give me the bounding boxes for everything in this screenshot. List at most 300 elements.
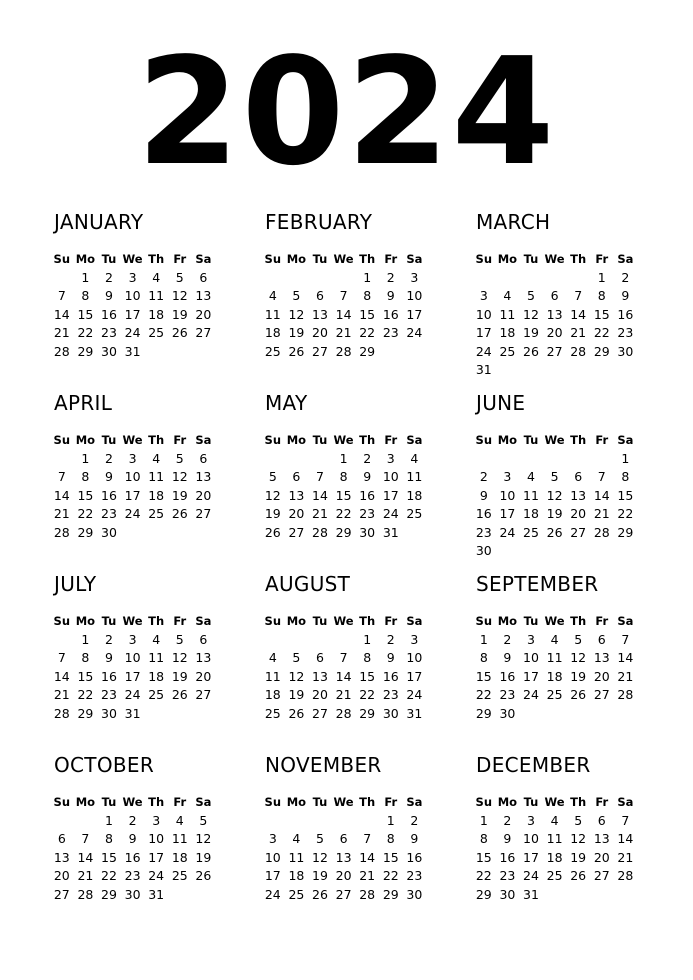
day-number: 21: [53, 325, 70, 340]
empty-cell: [261, 812, 285, 831]
day-number: 10: [124, 288, 141, 303]
empty-cell: [472, 269, 496, 288]
weekday-label: Fr: [173, 795, 187, 809]
day-number: 26: [288, 343, 305, 359]
day-number: 17: [382, 487, 399, 503]
day-number: 28: [570, 343, 587, 359]
month-name: SEPTEMBER: [476, 572, 599, 596]
empty-cell: [308, 269, 332, 288]
empty-cell: [496, 269, 520, 288]
day-number: 3: [128, 269, 137, 285]
day-number: 28: [335, 343, 352, 359]
day-number: 27: [312, 705, 328, 721]
day-number: 8: [105, 831, 113, 846]
day-number: 20: [570, 506, 587, 521]
day-number: 17: [148, 849, 165, 865]
empty-cell: [472, 450, 496, 469]
month-june: [472, 391, 650, 572]
day-number: 21: [617, 849, 634, 865]
weekday-label: Su: [53, 433, 71, 447]
weekday-label: Tu: [523, 252, 539, 266]
weekday-label: Th: [148, 433, 165, 447]
day-number: 18: [171, 849, 188, 865]
day-number: 29: [359, 343, 376, 359]
weekday-label: Tu: [523, 795, 539, 809]
month-november: [261, 753, 472, 934]
day-number: 14: [53, 668, 70, 684]
day-number: 27: [570, 524, 587, 540]
day-number: 26: [523, 343, 539, 359]
empty-cell: [543, 450, 567, 469]
day-number: 3: [527, 812, 535, 828]
empty-cell: [261, 269, 285, 288]
weekday-label: Th: [359, 614, 376, 628]
day-number: 4: [152, 450, 161, 466]
day-number: 23: [406, 868, 423, 883]
weekday-label: Su: [264, 795, 282, 809]
day-number: 3: [410, 269, 419, 285]
day-number: 7: [339, 650, 348, 665]
day-number: 27: [195, 506, 212, 521]
day-number: 4: [268, 288, 277, 303]
day-number: 8: [81, 288, 90, 303]
day-number: 4: [152, 631, 161, 647]
day-number: 18: [546, 849, 563, 865]
day-number: 27: [593, 868, 610, 883]
day-number: 10: [406, 650, 423, 665]
empty-cell: [308, 450, 332, 469]
empty-cell: [519, 269, 543, 288]
day-number: 23: [499, 868, 516, 883]
empty-cell: [74, 812, 98, 831]
weekday-label: Su: [53, 614, 71, 628]
day-number: 27: [335, 886, 352, 902]
day-number: 12: [312, 849, 328, 865]
day-number: 1: [479, 631, 488, 647]
day-number: 12: [570, 650, 587, 665]
day-number: 21: [570, 325, 587, 340]
day-number: 16: [382, 668, 399, 684]
day-number: 13: [546, 306, 563, 322]
day-number: 28: [53, 343, 70, 359]
day-number: 17: [264, 868, 281, 883]
weekday-label: Fr: [384, 433, 398, 447]
day-number: 20: [195, 306, 212, 322]
day-number: 25: [546, 687, 563, 702]
day-number: 6: [316, 288, 324, 303]
day-number: 15: [617, 487, 634, 503]
weekday-label: We: [333, 614, 354, 628]
day-number: 3: [128, 631, 137, 647]
day-number: 23: [101, 506, 117, 521]
day-number: 27: [593, 687, 610, 702]
day-number: 28: [77, 886, 94, 902]
weekday-label: We: [122, 433, 143, 447]
day-number: 14: [53, 306, 70, 322]
day-number: 20: [546, 325, 563, 340]
day-number: 14: [335, 668, 352, 684]
month-name: MAY: [265, 391, 308, 415]
month-october: [50, 753, 261, 934]
day-number: 24: [406, 687, 423, 702]
day-number: 3: [386, 450, 395, 466]
weekday-label: Mo: [75, 252, 96, 266]
day-number: 1: [597, 269, 606, 285]
day-number: 29: [77, 524, 94, 540]
day-number: 3: [503, 469, 512, 484]
day-number: 26: [171, 325, 188, 340]
day-number: 16: [499, 668, 516, 684]
day-number: 15: [77, 668, 94, 684]
day-number: 9: [105, 469, 113, 484]
day-number: 10: [523, 650, 539, 665]
month-name: DECEMBER: [476, 753, 591, 777]
empty-cell: [590, 450, 614, 469]
day-number: 25: [523, 524, 539, 540]
day-grid: [261, 612, 472, 723]
weekday-label: Fr: [595, 252, 609, 266]
day-number: 5: [550, 469, 559, 484]
weekday-label: Sa: [195, 795, 212, 809]
day-number: 26: [288, 705, 305, 721]
day-number: 14: [53, 487, 70, 503]
weekday-label: Th: [570, 433, 587, 447]
day-number: 19: [288, 325, 305, 340]
day-number: 29: [593, 343, 610, 359]
day-number: 10: [499, 487, 516, 503]
day-number: 13: [53, 849, 70, 865]
day-number: 14: [617, 831, 634, 846]
day-number: 18: [264, 687, 281, 702]
day-number: 3: [152, 812, 161, 828]
weekday-label: Tu: [312, 614, 328, 628]
day-number: 4: [550, 812, 559, 828]
month-name: JULY: [54, 572, 97, 596]
empty-cell: [332, 269, 356, 288]
day-number: 13: [288, 487, 305, 503]
day-number: 30: [499, 886, 516, 902]
month-april: [50, 391, 261, 572]
empty-cell: [50, 812, 74, 831]
day-number: 4: [410, 450, 419, 466]
weekday-label: Th: [148, 252, 165, 266]
day-number: 22: [77, 506, 94, 521]
day-number: 19: [570, 849, 587, 865]
day-number: 8: [479, 831, 488, 846]
day-number: 6: [597, 812, 606, 828]
day-number: 27: [312, 343, 328, 359]
day-number: 29: [77, 705, 94, 721]
day-number: 29: [335, 524, 352, 540]
weekday-label: Su: [264, 614, 282, 628]
day-number: 17: [499, 506, 516, 521]
day-number: 11: [171, 831, 188, 846]
weekday-label: Su: [264, 252, 282, 266]
day-number: 8: [597, 288, 606, 303]
day-number: 18: [288, 868, 305, 883]
month-march: [472, 210, 650, 391]
month-name: APRIL: [54, 391, 113, 415]
day-number: 26: [312, 886, 328, 902]
day-number: 1: [105, 812, 113, 828]
month-name: JANUARY: [54, 210, 144, 234]
day-number: 31: [124, 705, 141, 721]
day-number: 9: [503, 831, 512, 846]
day-number: 12: [288, 668, 305, 684]
empty-cell: [285, 269, 309, 288]
day-number: 12: [171, 288, 188, 303]
day-number: 9: [363, 469, 372, 484]
day-number: 16: [499, 849, 516, 865]
weekday-label: Tu: [101, 614, 117, 628]
month-july: [50, 572, 261, 753]
weekday-label: Mo: [497, 433, 518, 447]
day-number: 24: [124, 687, 141, 702]
day-number: 15: [77, 487, 94, 503]
day-number: 20: [593, 849, 610, 865]
day-number: 8: [386, 831, 395, 846]
weekday-label: Sa: [617, 252, 634, 266]
day-number: 15: [593, 306, 610, 322]
day-number: 18: [546, 668, 563, 684]
day-number: 11: [148, 288, 165, 303]
day-number: 20: [593, 668, 610, 684]
day-number: 25: [546, 868, 563, 883]
weekday-label: We: [333, 795, 354, 809]
day-number: 7: [57, 650, 66, 665]
day-number: 7: [57, 288, 66, 303]
year-title: 2024: [136, 26, 557, 198]
day-number: 9: [479, 487, 488, 503]
day-number: 11: [546, 831, 563, 846]
day-number: 13: [593, 831, 610, 846]
day-number: 12: [570, 831, 587, 846]
empty-cell: [261, 450, 285, 469]
weekday-label: Th: [570, 252, 587, 266]
empty-cell: [519, 450, 543, 469]
day-number: 29: [77, 343, 94, 359]
day-number: 7: [363, 831, 372, 846]
day-number: 29: [617, 524, 634, 540]
day-number: 19: [523, 325, 539, 340]
month-february: [261, 210, 472, 391]
day-number: 11: [148, 469, 165, 484]
day-number: 12: [195, 831, 212, 846]
weekday-label: Tu: [523, 433, 539, 447]
day-number: 21: [53, 687, 70, 702]
day-number: 11: [148, 650, 165, 665]
day-number: 8: [479, 650, 488, 665]
day-number: 21: [359, 868, 376, 883]
day-number: 11: [499, 306, 516, 322]
day-number: 31: [523, 886, 539, 902]
day-number: 2: [386, 631, 395, 647]
weekday-label: Su: [53, 252, 71, 266]
empty-cell: [308, 631, 332, 650]
empty-cell: [566, 450, 590, 469]
day-number: 9: [105, 650, 113, 665]
day-number: 24: [382, 506, 399, 521]
day-number: 24: [523, 687, 539, 702]
day-number: 10: [148, 831, 165, 846]
day-number: 15: [382, 849, 399, 865]
weekday-label: Tu: [523, 614, 539, 628]
weekday-label: Fr: [384, 614, 398, 628]
day-number: 13: [195, 650, 212, 665]
day-number: 22: [475, 687, 492, 702]
day-number: 2: [105, 269, 113, 285]
day-number: 1: [363, 631, 372, 647]
day-number: 18: [148, 306, 165, 322]
day-number: 21: [53, 506, 70, 521]
day-number: 9: [621, 288, 630, 303]
day-number: 6: [292, 469, 301, 484]
day-number: 9: [410, 831, 419, 846]
day-grid: [50, 793, 261, 904]
day-number: 23: [382, 325, 399, 340]
day-number: 6: [199, 450, 208, 466]
weekday-label: Mo: [497, 614, 518, 628]
day-number: 4: [175, 812, 184, 828]
day-number: 5: [175, 631, 184, 647]
weekday-label: We: [122, 795, 143, 809]
day-number: 14: [312, 487, 328, 503]
month-name: OCTOBER: [54, 753, 155, 777]
day-number: 28: [53, 524, 70, 540]
day-number: 28: [617, 687, 634, 702]
day-grid: [472, 250, 650, 380]
day-number: 22: [359, 325, 376, 340]
day-number: 23: [101, 325, 117, 340]
day-number: 29: [475, 705, 492, 721]
day-number: 11: [546, 650, 563, 665]
weekday-label: We: [122, 614, 143, 628]
day-number: 10: [406, 288, 423, 303]
day-number: 8: [81, 469, 90, 484]
day-number: 12: [546, 487, 563, 503]
day-number: 24: [124, 325, 141, 340]
weekday-label: Fr: [384, 252, 398, 266]
day-number: 4: [292, 831, 301, 846]
day-number: 21: [593, 506, 610, 521]
day-number: 11: [288, 849, 305, 865]
day-number: 21: [335, 325, 352, 340]
day-number: 11: [264, 668, 281, 684]
day-number: 30: [406, 886, 423, 902]
day-number: 17: [406, 668, 423, 684]
day-number: 19: [288, 687, 305, 702]
weekday-label: Fr: [384, 795, 398, 809]
month-december: [472, 753, 650, 934]
day-number: 28: [359, 886, 376, 902]
day-number: 17: [124, 668, 141, 684]
weekday-label: Sa: [617, 614, 634, 628]
day-number: 7: [316, 469, 324, 484]
day-number: 24: [264, 886, 281, 902]
day-number: 6: [339, 831, 348, 846]
day-number: 19: [546, 506, 563, 521]
day-number: 1: [479, 812, 488, 828]
day-number: 20: [288, 506, 305, 521]
day-number: 31: [382, 524, 399, 540]
day-number: 22: [77, 687, 94, 702]
day-number: 3: [268, 831, 277, 846]
day-number: 16: [475, 506, 492, 521]
day-number: 5: [175, 450, 184, 466]
day-number: 15: [359, 668, 376, 684]
weekday-label: Fr: [595, 795, 609, 809]
weekday-label: Mo: [75, 795, 96, 809]
weekday-label: Th: [148, 614, 165, 628]
day-number: 28: [312, 524, 328, 540]
day-number: 17: [523, 668, 539, 684]
day-grid: [261, 431, 472, 542]
day-number: 1: [81, 631, 90, 647]
day-number: 22: [475, 868, 492, 883]
day-number: 25: [148, 687, 165, 702]
day-number: 7: [339, 288, 348, 303]
day-number: 30: [617, 343, 634, 359]
day-number: 10: [124, 650, 141, 665]
day-number: 20: [335, 868, 352, 883]
empty-cell: [50, 269, 74, 288]
weekday-label: Fr: [595, 433, 609, 447]
day-number: 5: [574, 812, 583, 828]
day-number: 25: [171, 868, 188, 883]
day-number: 20: [312, 687, 328, 702]
day-number: 24: [499, 524, 516, 540]
day-number: 4: [268, 650, 277, 665]
weekday-label: Su: [475, 614, 493, 628]
day-number: 2: [479, 469, 488, 484]
day-number: 15: [359, 306, 376, 322]
day-number: 22: [335, 506, 352, 521]
day-number: 13: [312, 668, 328, 684]
day-number: 9: [503, 650, 512, 665]
day-number: 13: [593, 650, 610, 665]
day-number: 2: [128, 812, 137, 828]
weekday-label: Fr: [173, 252, 187, 266]
day-number: 22: [382, 868, 399, 883]
day-number: 6: [57, 831, 66, 846]
weekday-label: Su: [53, 795, 71, 809]
day-number: 3: [128, 450, 137, 466]
weekday-label: Su: [475, 252, 493, 266]
day-number: 2: [410, 812, 419, 828]
weekday-label: Tu: [101, 252, 117, 266]
day-number: 1: [339, 450, 348, 466]
day-number: 19: [312, 868, 328, 883]
day-number: 16: [101, 668, 117, 684]
day-number: 10: [523, 831, 539, 846]
day-number: 16: [406, 849, 423, 865]
day-number: 22: [77, 325, 94, 340]
weekday-label: We: [333, 433, 354, 447]
month-august: [261, 572, 472, 753]
day-number: 16: [101, 306, 117, 322]
day-number: 10: [264, 849, 281, 865]
day-number: 18: [523, 506, 539, 521]
day-number: 2: [503, 812, 512, 828]
day-number: 5: [527, 288, 535, 303]
day-number: 26: [171, 687, 188, 702]
day-number: 26: [546, 524, 563, 540]
day-number: 15: [335, 487, 352, 503]
day-number: 7: [621, 812, 630, 828]
day-number: 15: [475, 668, 492, 684]
weekday-label: Sa: [195, 252, 212, 266]
day-number: 5: [316, 831, 324, 846]
